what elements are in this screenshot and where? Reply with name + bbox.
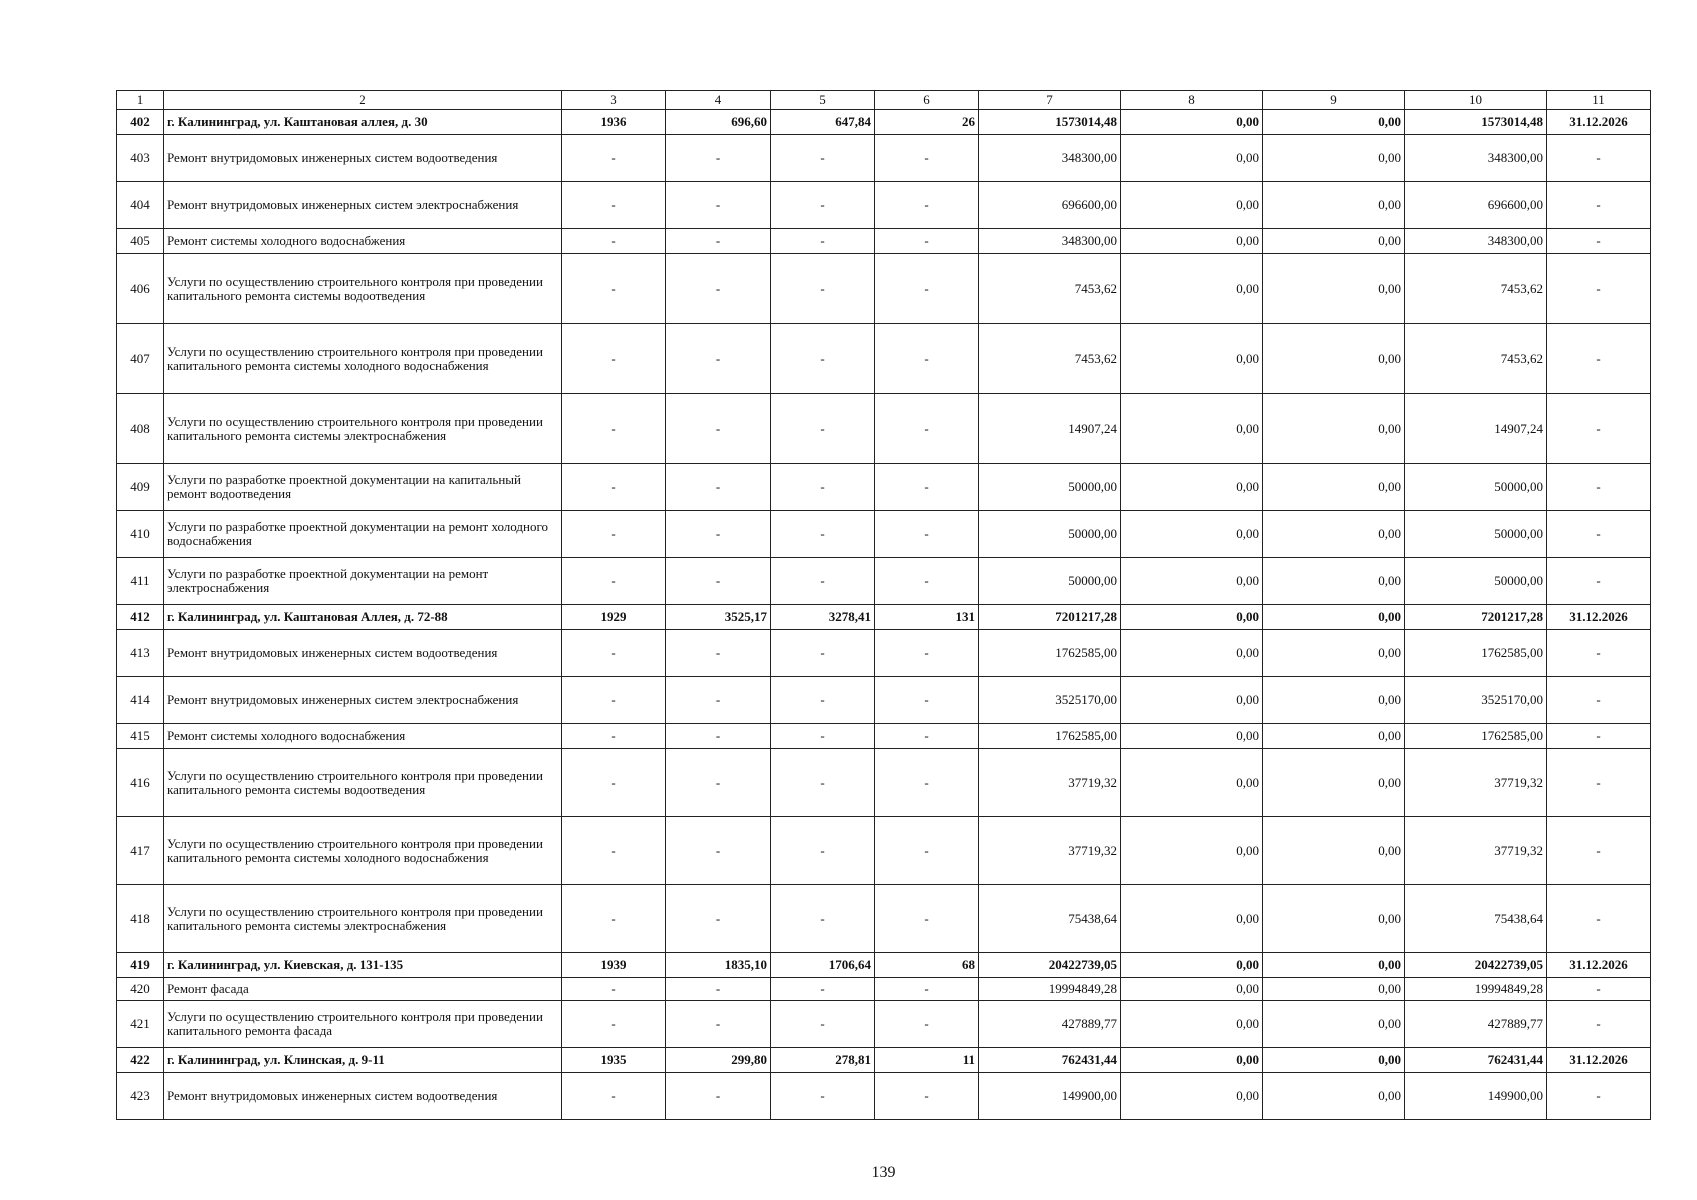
cost-total-cell: 348300,00	[979, 229, 1121, 254]
year-cell: -	[562, 1001, 666, 1048]
cost-owners-cell: 427889,77	[1405, 1001, 1547, 1048]
area-total-cell: -	[666, 677, 771, 724]
area-living-cell: -	[771, 978, 875, 1001]
cost-total-cell: 50000,00	[979, 511, 1121, 558]
cost-fund-cell: 0,00	[1121, 394, 1263, 464]
cost-budget-cell: 0,00	[1263, 677, 1405, 724]
cost-owners-cell: 50000,00	[1405, 511, 1547, 558]
row-number-cell: 404	[117, 182, 164, 229]
cost-budget-cell: 0,00	[1263, 1048, 1405, 1073]
area-total-cell: -	[666, 558, 771, 605]
deadline-cell: 31.12.2026	[1547, 953, 1651, 978]
area-total-cell: -	[666, 1073, 771, 1120]
cost-fund-cell: 0,00	[1121, 1001, 1263, 1048]
deadline-cell: -	[1547, 724, 1651, 749]
year-cell: -	[562, 978, 666, 1001]
cost-budget-cell: 0,00	[1263, 1001, 1405, 1048]
column-header: 4	[666, 91, 771, 110]
row-number-cell: 418	[117, 885, 164, 953]
area-living-cell: -	[771, 511, 875, 558]
year-cell: -	[562, 464, 666, 511]
description-cell: Услуги по разработке проектной документации на капитальный ремонт водоотведения	[164, 464, 562, 511]
cost-owners-cell: 1762585,00	[1405, 724, 1547, 749]
deadline-cell: -	[1547, 135, 1651, 182]
cost-budget-cell: 0,00	[1263, 110, 1405, 135]
cost-owners-cell: 3525170,00	[1405, 677, 1547, 724]
area-living-cell: -	[771, 677, 875, 724]
cost-fund-cell: 0,00	[1121, 978, 1263, 1001]
cost-owners-cell: 20422739,05	[1405, 953, 1547, 978]
cost-total-cell: 37719,32	[979, 749, 1121, 817]
column-header: 10	[1405, 91, 1547, 110]
row-number-cell: 413	[117, 630, 164, 677]
residents-cell: -	[875, 630, 979, 677]
cost-owners-cell: 762431,44	[1405, 1048, 1547, 1073]
row-number-cell: 402	[117, 110, 164, 135]
deadline-cell: -	[1547, 182, 1651, 229]
column-number-header-row	[117, 91, 1651, 110]
cost-fund-cell: 0,00	[1121, 749, 1263, 817]
description-cell: Ремонт фасада	[164, 978, 562, 1001]
work-item-row	[117, 817, 1651, 885]
year-cell: 1929	[562, 605, 666, 630]
row-number-cell: 407	[117, 324, 164, 394]
description-cell: Услуги по разработке проектной документации на ремонт холодного водоснабжения	[164, 511, 562, 558]
cost-budget-cell: 0,00	[1263, 182, 1405, 229]
cost-fund-cell: 0,00	[1121, 953, 1263, 978]
area-total-cell: -	[666, 511, 771, 558]
row-number-cell: 416	[117, 749, 164, 817]
cost-budget-cell: 0,00	[1263, 558, 1405, 605]
deadline-cell: -	[1547, 511, 1651, 558]
column-header: 3	[562, 91, 666, 110]
residents-cell: -	[875, 749, 979, 817]
cost-total-cell: 14907,24	[979, 394, 1121, 464]
cost-owners-cell: 1573014,48	[1405, 110, 1547, 135]
year-cell: 1939	[562, 953, 666, 978]
cost-budget-cell: 0,00	[1263, 630, 1405, 677]
area-living-cell: -	[771, 324, 875, 394]
cost-total-cell: 1762585,00	[979, 630, 1121, 677]
area-living-cell: -	[771, 135, 875, 182]
description-cell: Услуги по осуществлению строительного контроля при проведении капитального ремонта системы водоотведения	[164, 254, 562, 324]
cost-fund-cell: 0,00	[1121, 605, 1263, 630]
cost-owners-cell: 7453,62	[1405, 324, 1547, 394]
row-number-cell: 423	[117, 1073, 164, 1120]
residents-cell: -	[875, 324, 979, 394]
area-total-cell: -	[666, 630, 771, 677]
year-cell: -	[562, 254, 666, 324]
residents-cell: 68	[875, 953, 979, 978]
cost-total-cell: 37719,32	[979, 817, 1121, 885]
year-cell: -	[562, 135, 666, 182]
year-cell: 1935	[562, 1048, 666, 1073]
work-item-row	[117, 135, 1651, 182]
row-number-cell: 406	[117, 254, 164, 324]
cost-total-cell: 7453,62	[979, 324, 1121, 394]
column-header: 6	[875, 91, 979, 110]
deadline-cell: -	[1547, 254, 1651, 324]
cost-budget-cell: 0,00	[1263, 394, 1405, 464]
deadline-cell: -	[1547, 817, 1651, 885]
residents-cell: -	[875, 394, 979, 464]
work-item-row	[117, 558, 1651, 605]
cost-fund-cell: 0,00	[1121, 724, 1263, 749]
deadline-cell: -	[1547, 229, 1651, 254]
area-living-cell: -	[771, 394, 875, 464]
cost-total-cell: 3525170,00	[979, 677, 1121, 724]
work-item-row	[117, 724, 1651, 749]
cost-budget-cell: 0,00	[1263, 135, 1405, 182]
work-item-row	[117, 464, 1651, 511]
address-row	[117, 605, 1651, 630]
year-cell: -	[562, 511, 666, 558]
deadline-cell: -	[1547, 324, 1651, 394]
area-total-cell: -	[666, 885, 771, 953]
area-living-cell: -	[771, 817, 875, 885]
cost-fund-cell: 0,00	[1121, 511, 1263, 558]
area-living-cell: -	[771, 885, 875, 953]
area-total-cell: -	[666, 324, 771, 394]
cost-fund-cell: 0,00	[1121, 558, 1263, 605]
deadline-cell: 31.12.2026	[1547, 110, 1651, 135]
description-cell: г. Калининград, ул. Киевская, д. 131-135	[164, 953, 562, 978]
deadline-cell: -	[1547, 630, 1651, 677]
cost-total-cell: 7453,62	[979, 254, 1121, 324]
cost-budget-cell: 0,00	[1263, 1073, 1405, 1120]
row-number-cell: 403	[117, 135, 164, 182]
residents-cell: 131	[875, 605, 979, 630]
area-total-cell: -	[666, 394, 771, 464]
residents-cell: 11	[875, 1048, 979, 1073]
cost-owners-cell: 14907,24	[1405, 394, 1547, 464]
cost-owners-cell: 19994849,28	[1405, 978, 1547, 1001]
column-header: 2	[164, 91, 562, 110]
cost-fund-cell: 0,00	[1121, 110, 1263, 135]
year-cell: -	[562, 817, 666, 885]
deadline-cell: -	[1547, 978, 1651, 1001]
address-row	[117, 953, 1651, 978]
row-number-cell: 414	[117, 677, 164, 724]
residents-cell: -	[875, 254, 979, 324]
capital-repair-table	[116, 90, 1651, 1120]
work-item-row	[117, 511, 1651, 558]
row-number-cell: 410	[117, 511, 164, 558]
cost-owners-cell: 348300,00	[1405, 229, 1547, 254]
cost-budget-cell: 0,00	[1263, 511, 1405, 558]
cost-total-cell: 7201217,28	[979, 605, 1121, 630]
description-cell: Ремонт системы холодного водоснабжения	[164, 229, 562, 254]
area-total-cell: -	[666, 135, 771, 182]
area-living-cell: -	[771, 630, 875, 677]
year-cell: 1936	[562, 110, 666, 135]
residents-cell: -	[875, 978, 979, 1001]
year-cell: -	[562, 394, 666, 464]
work-item-row	[117, 1073, 1651, 1120]
area-living-cell: -	[771, 254, 875, 324]
deadline-cell: -	[1547, 464, 1651, 511]
deadline-cell: -	[1547, 749, 1651, 817]
description-cell: Услуги по осуществлению строительного контроля при проведении капитального ремонта системы холодного водоснабжения	[164, 324, 562, 394]
cost-budget-cell: 0,00	[1263, 953, 1405, 978]
cost-budget-cell: 0,00	[1263, 978, 1405, 1001]
residents-cell: -	[875, 885, 979, 953]
cost-owners-cell: 50000,00	[1405, 464, 1547, 511]
description-cell: Ремонт внутридомовых инженерных систем водоотведения	[164, 1073, 562, 1120]
area-total-cell: 1835,10	[666, 953, 771, 978]
residents-cell: -	[875, 677, 979, 724]
column-header: 9	[1263, 91, 1405, 110]
area-living-cell: -	[771, 749, 875, 817]
description-cell: Ремонт внутридомовых инженерных систем электроснабжения	[164, 677, 562, 724]
cost-total-cell: 762431,44	[979, 1048, 1121, 1073]
column-header: 11	[1547, 91, 1651, 110]
year-cell: -	[562, 558, 666, 605]
cost-fund-cell: 0,00	[1121, 254, 1263, 324]
cost-budget-cell: 0,00	[1263, 254, 1405, 324]
year-cell: -	[562, 630, 666, 677]
work-item-row	[117, 394, 1651, 464]
column-header: 1	[117, 91, 164, 110]
area-total-cell: -	[666, 724, 771, 749]
year-cell: -	[562, 229, 666, 254]
work-item-row	[117, 1001, 1651, 1048]
description-cell: Ремонт системы холодного водоснабжения	[164, 724, 562, 749]
cost-owners-cell: 37719,32	[1405, 749, 1547, 817]
cost-total-cell: 1573014,48	[979, 110, 1121, 135]
work-item-row	[117, 630, 1651, 677]
cost-total-cell: 75438,64	[979, 885, 1121, 953]
work-item-row	[117, 885, 1651, 953]
area-living-cell: 647,84	[771, 110, 875, 135]
cost-owners-cell: 75438,64	[1405, 885, 1547, 953]
cost-budget-cell: 0,00	[1263, 605, 1405, 630]
cost-budget-cell: 0,00	[1263, 817, 1405, 885]
description-cell: г. Калининград, ул. Каштановая аллея, д. 30	[164, 110, 562, 135]
deadline-cell: -	[1547, 677, 1651, 724]
year-cell: -	[562, 182, 666, 229]
cost-budget-cell: 0,00	[1263, 324, 1405, 394]
work-item-row	[117, 749, 1651, 817]
cost-total-cell: 149900,00	[979, 1073, 1121, 1120]
cost-fund-cell: 0,00	[1121, 817, 1263, 885]
residents-cell: -	[875, 1073, 979, 1120]
deadline-cell: -	[1547, 885, 1651, 953]
deadline-cell: -	[1547, 1001, 1651, 1048]
description-cell: Услуги по осуществлению строительного контроля при проведении капитального ремонта системы водоотведения	[164, 749, 562, 817]
work-item-row	[117, 978, 1651, 1001]
description-cell: Услуги по осуществлению строительного контроля при проведении капитального ремонта системы электроснабжения	[164, 885, 562, 953]
residents-cell: -	[875, 511, 979, 558]
deadline-cell: -	[1547, 1073, 1651, 1120]
area-total-cell: -	[666, 182, 771, 229]
area-total-cell: -	[666, 749, 771, 817]
deadline-cell: 31.12.2026	[1547, 605, 1651, 630]
area-total-cell: -	[666, 464, 771, 511]
cost-budget-cell: 0,00	[1263, 229, 1405, 254]
cost-owners-cell: 149900,00	[1405, 1073, 1547, 1120]
residents-cell: -	[875, 724, 979, 749]
row-number-cell: 415	[117, 724, 164, 749]
cost-owners-cell: 1762585,00	[1405, 630, 1547, 677]
cost-fund-cell: 0,00	[1121, 1073, 1263, 1120]
residents-cell: -	[875, 558, 979, 605]
description-cell: Ремонт внутридомовых инженерных систем электроснабжения	[164, 182, 562, 229]
area-living-cell: 3278,41	[771, 605, 875, 630]
area-total-cell: -	[666, 229, 771, 254]
year-cell: -	[562, 1073, 666, 1120]
cost-total-cell: 1762585,00	[979, 724, 1121, 749]
description-cell: Услуги по осуществлению строительного контроля при проведении капитального ремонта фасада	[164, 1001, 562, 1048]
row-number-cell: 421	[117, 1001, 164, 1048]
year-cell: -	[562, 885, 666, 953]
residents-cell: -	[875, 817, 979, 885]
area-living-cell: -	[771, 1073, 875, 1120]
cost-fund-cell: 0,00	[1121, 630, 1263, 677]
work-item-row	[117, 324, 1651, 394]
cost-total-cell: 50000,00	[979, 464, 1121, 511]
cost-budget-cell: 0,00	[1263, 464, 1405, 511]
description-cell: Ремонт внутридомовых инженерных систем водоотведения	[164, 135, 562, 182]
area-living-cell: 278,81	[771, 1048, 875, 1073]
cost-owners-cell: 7201217,28	[1405, 605, 1547, 630]
cost-fund-cell: 0,00	[1121, 135, 1263, 182]
residents-cell: -	[875, 1001, 979, 1048]
description-cell: Услуги по разработке проектной документации на ремонт электроснабжения	[164, 558, 562, 605]
work-item-row	[117, 677, 1651, 724]
row-number-cell: 419	[117, 953, 164, 978]
area-total-cell: 3525,17	[666, 605, 771, 630]
residents-cell: -	[875, 135, 979, 182]
row-number-cell: 409	[117, 464, 164, 511]
row-number-cell: 422	[117, 1048, 164, 1073]
description-cell: Ремонт внутридомовых инженерных систем водоотведения	[164, 630, 562, 677]
work-item-row	[117, 229, 1651, 254]
cost-fund-cell: 0,00	[1121, 677, 1263, 724]
area-living-cell: -	[771, 558, 875, 605]
cost-total-cell: 696600,00	[979, 182, 1121, 229]
cost-fund-cell: 0,00	[1121, 229, 1263, 254]
year-cell: -	[562, 749, 666, 817]
row-number-cell: 420	[117, 978, 164, 1001]
year-cell: -	[562, 677, 666, 724]
work-item-row	[117, 254, 1651, 324]
row-number-cell: 408	[117, 394, 164, 464]
area-living-cell: 1706,64	[771, 953, 875, 978]
residents-cell: 26	[875, 110, 979, 135]
deadline-cell: 31.12.2026	[1547, 1048, 1651, 1073]
cost-owners-cell: 37719,32	[1405, 817, 1547, 885]
cost-fund-cell: 0,00	[1121, 324, 1263, 394]
deadline-cell: -	[1547, 394, 1651, 464]
column-header: 8	[1121, 91, 1263, 110]
residents-cell: -	[875, 464, 979, 511]
cost-owners-cell: 348300,00	[1405, 135, 1547, 182]
cost-budget-cell: 0,00	[1263, 749, 1405, 817]
cost-total-cell: 50000,00	[979, 558, 1121, 605]
cost-total-cell: 348300,00	[979, 135, 1121, 182]
column-header: 5	[771, 91, 875, 110]
area-total-cell: 299,80	[666, 1048, 771, 1073]
area-total-cell: -	[666, 978, 771, 1001]
cost-fund-cell: 0,00	[1121, 464, 1263, 511]
area-living-cell: -	[771, 182, 875, 229]
cost-total-cell: 20422739,05	[979, 953, 1121, 978]
cost-budget-cell: 0,00	[1263, 885, 1405, 953]
area-living-cell: -	[771, 229, 875, 254]
column-header: 7	[979, 91, 1121, 110]
cost-owners-cell: 50000,00	[1405, 558, 1547, 605]
area-total-cell: -	[666, 1001, 771, 1048]
area-living-cell: -	[771, 724, 875, 749]
year-cell: -	[562, 324, 666, 394]
cost-fund-cell: 0,00	[1121, 885, 1263, 953]
description-cell: г. Калининград, ул. Клинская, д. 9-11	[164, 1048, 562, 1073]
description-cell: Услуги по осуществлению строительного контроля при проведении капитального ремонта системы холодного водоснабжения	[164, 817, 562, 885]
address-row	[117, 110, 1651, 135]
row-number-cell: 417	[117, 817, 164, 885]
cost-owners-cell: 7453,62	[1405, 254, 1547, 324]
cost-total-cell: 19994849,28	[979, 978, 1121, 1001]
cost-owners-cell: 696600,00	[1405, 182, 1547, 229]
area-total-cell: 696,60	[666, 110, 771, 135]
row-number-cell: 412	[117, 605, 164, 630]
area-total-cell: -	[666, 254, 771, 324]
area-living-cell: -	[771, 464, 875, 511]
cost-fund-cell: 0,00	[1121, 182, 1263, 229]
year-cell: -	[562, 724, 666, 749]
area-living-cell: -	[771, 1001, 875, 1048]
cost-total-cell: 427889,77	[979, 1001, 1121, 1048]
row-number-cell: 405	[117, 229, 164, 254]
address-row	[117, 1048, 1651, 1073]
deadline-cell: -	[1547, 558, 1651, 605]
cost-fund-cell: 0,00	[1121, 1048, 1263, 1073]
work-item-row	[117, 182, 1651, 229]
description-cell: г. Калининград, ул. Каштановая Аллея, д. 72-88	[164, 605, 562, 630]
page-number: 139	[871, 1164, 896, 1181]
residents-cell: -	[875, 229, 979, 254]
row-number-cell: 411	[117, 558, 164, 605]
cost-budget-cell: 0,00	[1263, 724, 1405, 749]
description-cell: Услуги по осуществлению строительного контроля при проведении капитального ремонта системы электроснабжения	[164, 394, 562, 464]
area-total-cell: -	[666, 817, 771, 885]
residents-cell: -	[875, 182, 979, 229]
